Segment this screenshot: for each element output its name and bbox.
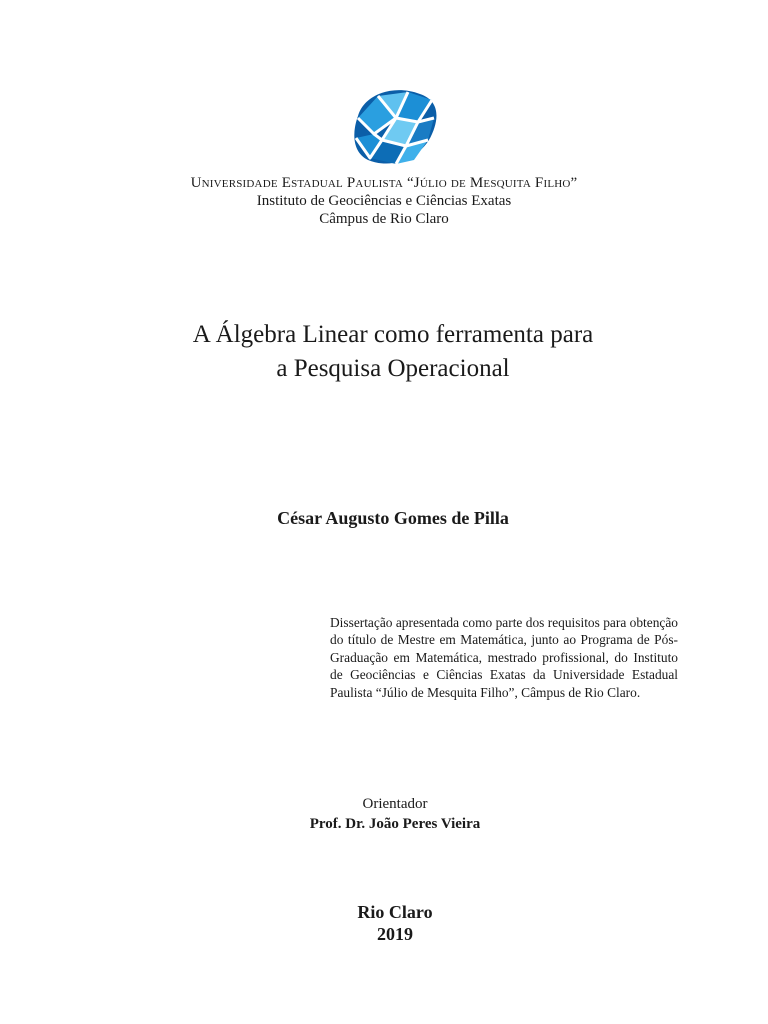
institution-header <box>0 174 768 228</box>
campus-name: Câmpus de Rio Claro <box>319 211 449 227</box>
title-line-2: a Pesquisa Operacional <box>276 355 510 382</box>
author-name: César Augusto Gomes de Pilla <box>277 508 509 528</box>
institute-name: Instituto de Geociências e Ciências Exatas <box>256 193 512 209</box>
advisor-label: Orientador <box>362 796 428 812</box>
advisor-name: Prof. Dr. João Peres Vieira <box>309 816 481 832</box>
year: 2019 <box>377 924 413 944</box>
title-line-1: A Álgebra Linear como ferramenta para <box>192 321 594 348</box>
university-logo-icon <box>348 88 440 168</box>
dissertation-description: Dissertação apresentada como parte dos requisitos para obtenção do título de Mestre em Matemática, junto ao Programa de Pós-Graduação em Matemática, mestrado profissional, do Instituto de Geociências e Ciências Exatas da Universidade Estadual Paulista “Júlio de Mesquita Filho”, Câmpus de Rio Claro. <box>330 615 678 700</box>
city: Rio Claro <box>357 902 433 922</box>
document-title <box>0 318 768 386</box>
university-name: Universidade Estadual Paulista “Júlio de Mesquita Filho” <box>190 175 578 191</box>
